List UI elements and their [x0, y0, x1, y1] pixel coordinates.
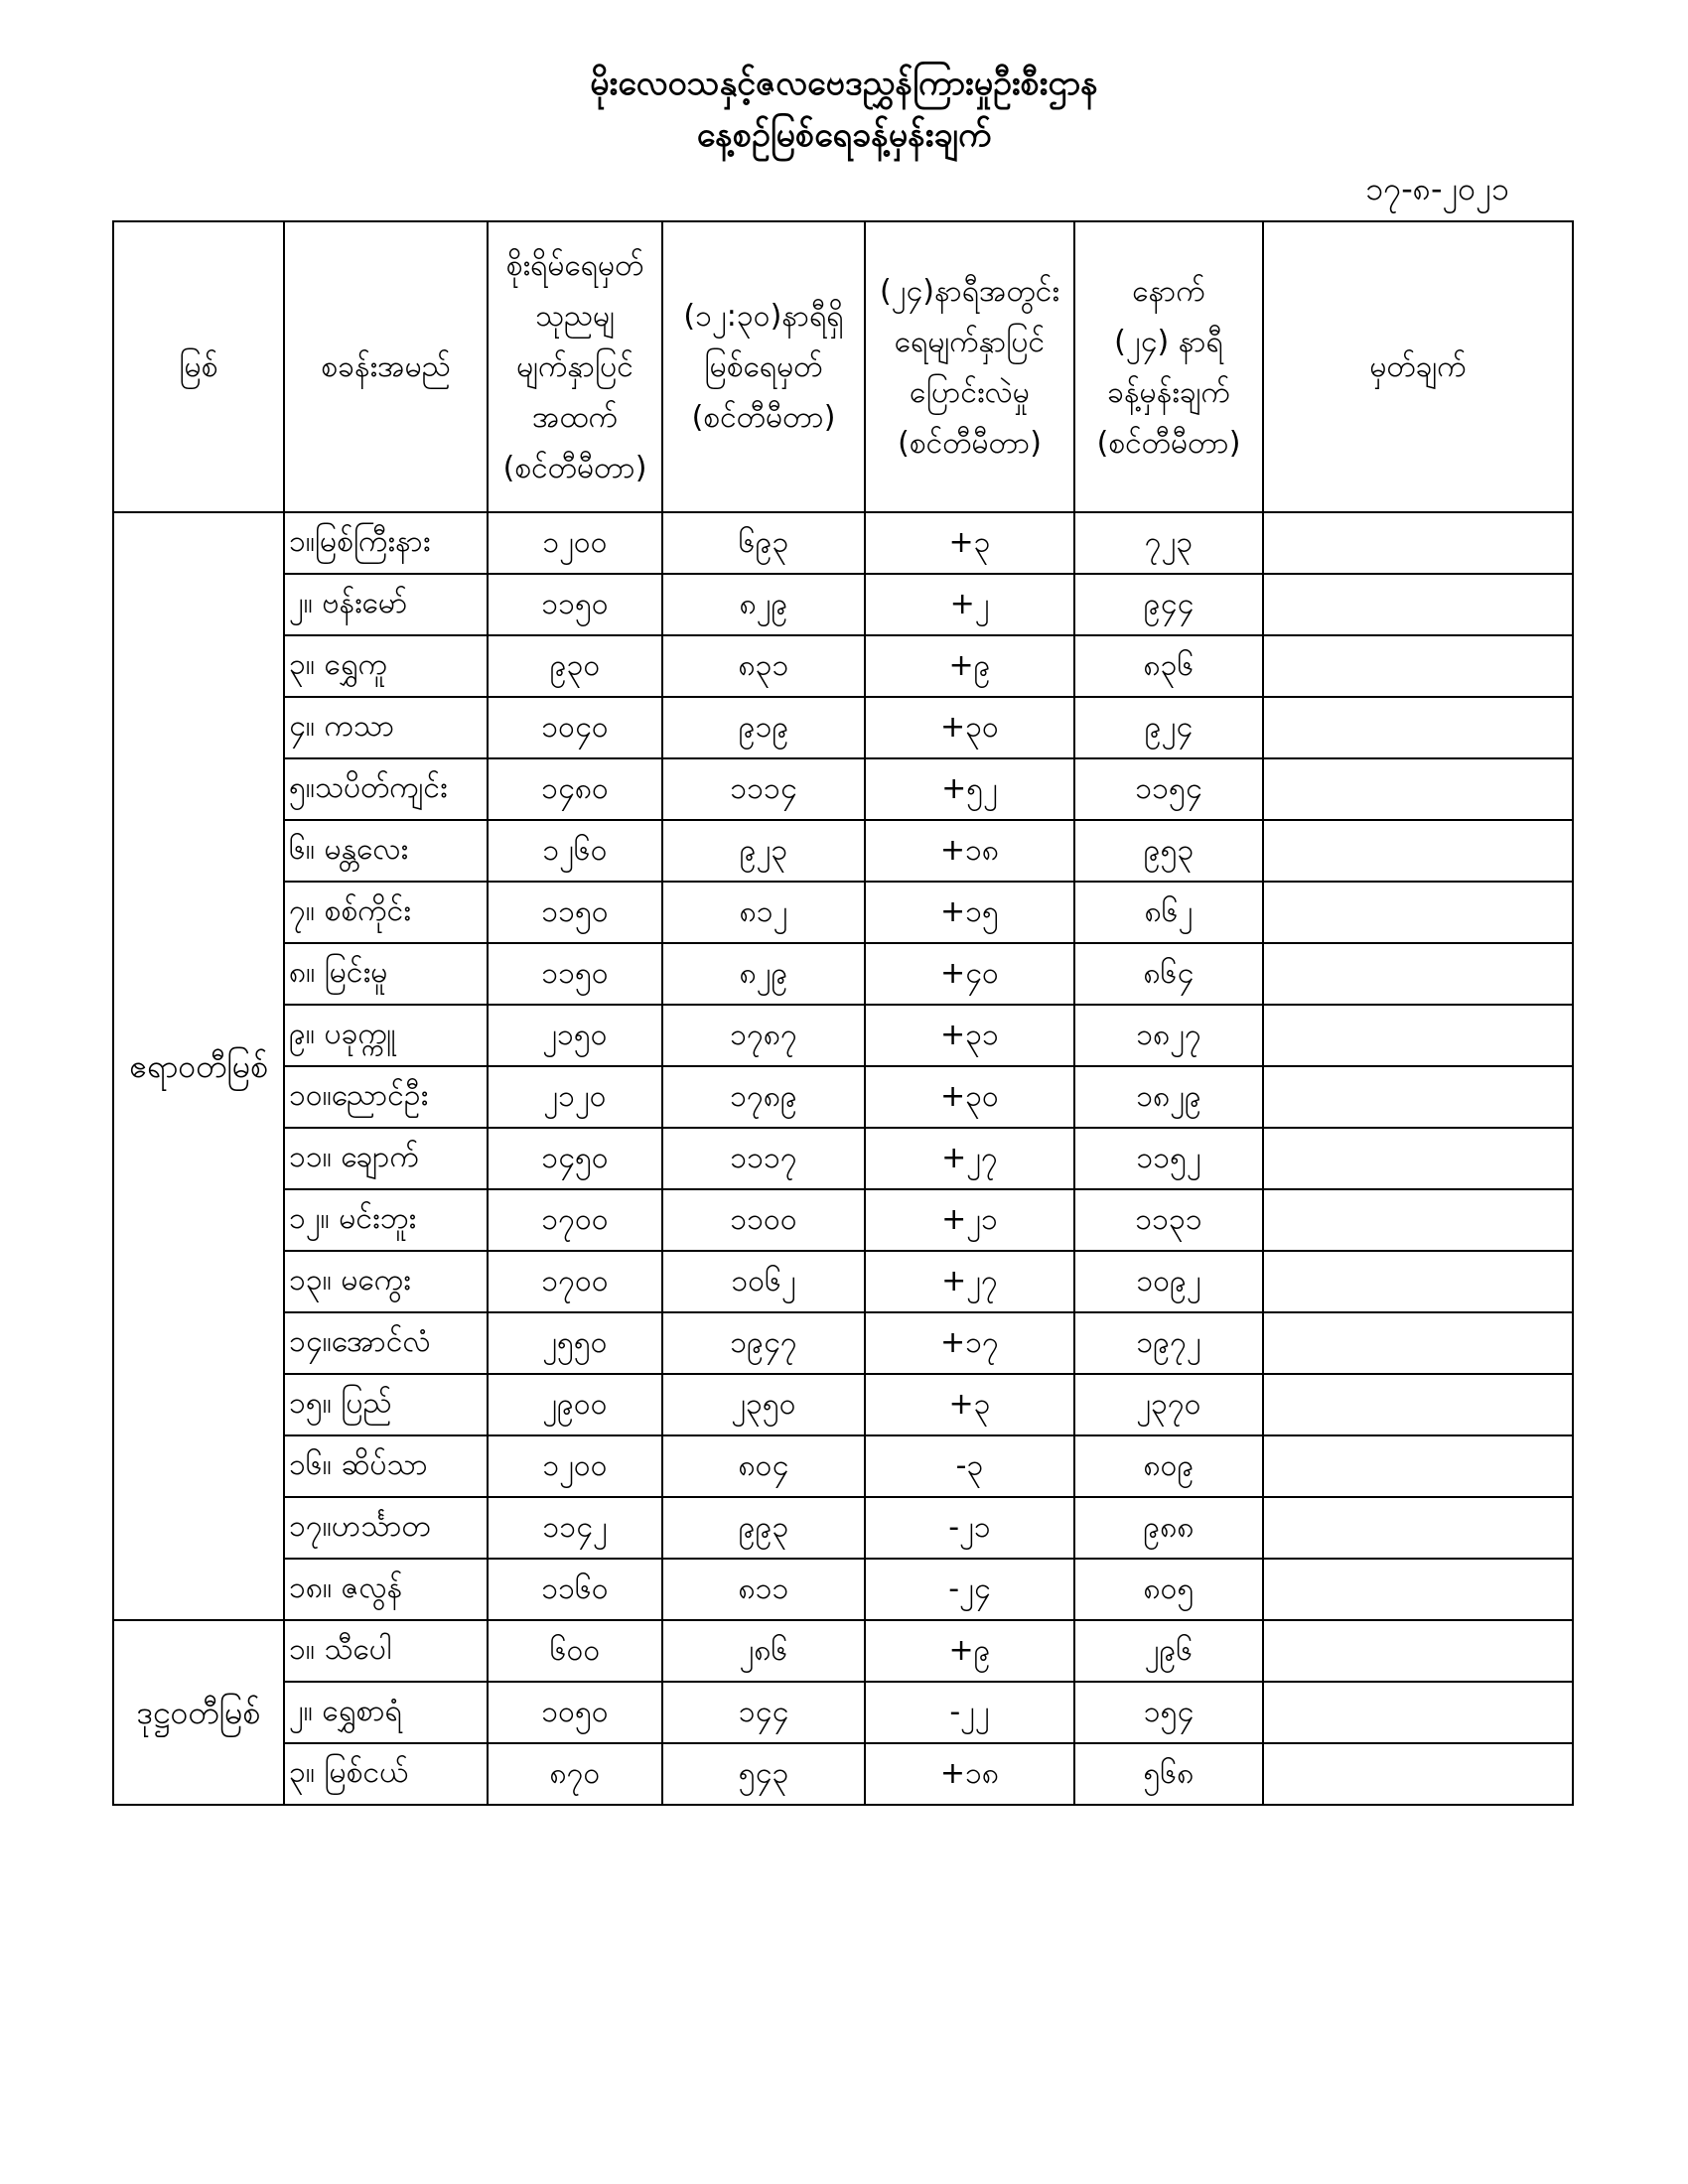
change-cell: +၁၇ — [865, 1312, 1074, 1374]
current-cell: ၈၃၁ — [662, 635, 865, 697]
change-cell: +၉ — [865, 635, 1074, 697]
change-cell: +၃၀ — [865, 697, 1074, 758]
header-river — [113, 221, 284, 512]
table-row — [113, 1128, 1573, 1189]
current-cell: ၉၂၃ — [662, 820, 865, 882]
header-station — [284, 221, 488, 512]
remarks-cell — [1263, 1312, 1573, 1374]
station-name-cell: ၁၂။ မင်းဘူး — [284, 1189, 488, 1251]
table-row — [113, 1066, 1573, 1128]
remarks-cell — [1263, 697, 1573, 758]
danger-cell: ၁၁၄၂ — [488, 1497, 662, 1559]
danger-cell: ၁၁၅၀ — [488, 943, 662, 1005]
forecast-cell: ၂၉၆ — [1074, 1620, 1263, 1682]
table-row — [113, 820, 1573, 882]
change-cell: +၂ — [865, 574, 1074, 635]
change-cell: +၄၀ — [865, 943, 1074, 1005]
table-row — [113, 1497, 1573, 1559]
remarks-cell — [1263, 1189, 1573, 1251]
forecast-cell: ၈၆၄ — [1074, 943, 1263, 1005]
forecast-cell: ၈၀၅ — [1074, 1559, 1263, 1620]
table-row — [113, 1189, 1573, 1251]
danger-cell: ၁၀၅၀ — [488, 1682, 662, 1743]
change-cell: +၃ — [865, 512, 1074, 574]
header-current-line: မြစ်ရေမှတ် — [704, 349, 823, 384]
danger-cell: ၉၃၀ — [488, 635, 662, 697]
forecast-cell: ၁၅၄ — [1074, 1682, 1263, 1743]
current-cell: ၁၀၆၂ — [662, 1251, 865, 1312]
change-cell: -၂၂ — [865, 1682, 1074, 1743]
table-row — [113, 1559, 1573, 1620]
change-cell: +၂၇ — [865, 1128, 1074, 1189]
remarks-cell — [1263, 1559, 1573, 1620]
danger-cell: ၁၁၆၀ — [488, 1559, 662, 1620]
table-row — [113, 1374, 1573, 1435]
river-name-cell: ဧရာဝတီမြစ် — [113, 512, 284, 1620]
table-row — [113, 1312, 1573, 1374]
table-row — [113, 1005, 1573, 1066]
document-subtitle: နေ့စဉ်မြစ်ရေခန့်မှန်းချက် — [696, 115, 992, 155]
table-row — [113, 1251, 1573, 1312]
report-date: ၁၇-၈-၂၀၂၁ — [1365, 170, 1509, 207]
river-forecast-table — [112, 220, 1574, 1806]
station-name-cell: ၃။ ရွှေကူ — [284, 635, 488, 697]
table-row — [113, 943, 1573, 1005]
remarks-cell — [1263, 1743, 1573, 1805]
forecast-cell: ၈၀၉ — [1074, 1435, 1263, 1497]
header-change-line: ရေမျက်နှာပြင် — [894, 324, 1046, 359]
station-name-cell: ၁၁။ ချောက် — [284, 1128, 488, 1189]
remarks-cell — [1263, 1066, 1573, 1128]
station-name-cell: ၁၈။ ဇလွန် — [284, 1559, 488, 1620]
forecast-cell: ၅၆၈ — [1074, 1743, 1263, 1805]
river-name-cell: ဒုဋ္ဌဝတီမြစ် — [113, 1620, 284, 1805]
header-forecast — [1074, 221, 1263, 512]
change-cell: +၅၂ — [865, 758, 1074, 820]
forecast-cell: ၁၁၃၁ — [1074, 1189, 1263, 1251]
station-name-cell: ၄။ ကသာ — [284, 697, 488, 758]
station-name-cell: ၁။မြစ်ကြီးနား — [284, 512, 488, 574]
change-cell: -၃ — [865, 1435, 1074, 1497]
station-name-cell: ၃။ မြစ်ငယ် — [284, 1743, 488, 1805]
forecast-cell: ၁၁၅၂ — [1074, 1128, 1263, 1189]
remarks-cell — [1263, 1497, 1573, 1559]
danger-cell: ၁၂၀၀ — [488, 512, 662, 574]
danger-cell: ၁၄၅၀ — [488, 1128, 662, 1189]
station-name-cell: ၁၆။ ဆိပ်သာ — [284, 1435, 488, 1497]
danger-cell: ၆၀၀ — [488, 1620, 662, 1682]
header-river-text: မြစ် — [179, 349, 218, 384]
danger-cell: ၁၄၈၀ — [488, 758, 662, 820]
remarks-cell — [1263, 1682, 1573, 1743]
danger-cell: ၂၁၅၀ — [488, 1005, 662, 1066]
header-change-line: (စင်တီမီတာ) — [898, 425, 1042, 461]
header-forecast-line: ခန့်မှန်းချက် — [1107, 374, 1230, 410]
remarks-cell — [1263, 943, 1573, 1005]
table-row — [113, 1743, 1573, 1805]
header-change-line: (၂၄)နာရီအတွင်း — [879, 273, 1060, 309]
table-body — [113, 221, 1573, 1805]
current-cell: ၈၀၄ — [662, 1435, 865, 1497]
forecast-cell: ၁၈၂၉ — [1074, 1066, 1263, 1128]
danger-cell: ၁၁၅၀ — [488, 882, 662, 943]
forecast-cell: ၈၃၆ — [1074, 635, 1263, 697]
table-row — [113, 1435, 1573, 1497]
station-name-cell: ၁။ သီပေါ — [284, 1620, 488, 1682]
forecast-cell: ၉၂၄ — [1074, 697, 1263, 758]
change-cell: +၉ — [865, 1620, 1074, 1682]
danger-cell: ၂၁၂၀ — [488, 1066, 662, 1128]
remarks-cell — [1263, 1374, 1573, 1435]
current-cell: ၁၁၁၇ — [662, 1128, 865, 1189]
remarks-cell — [1263, 635, 1573, 697]
danger-cell: ၈၇၀ — [488, 1743, 662, 1805]
current-cell: ၂၈၆ — [662, 1620, 865, 1682]
remarks-cell — [1263, 758, 1573, 820]
current-cell: ၁၁၁၄ — [662, 758, 865, 820]
header-current-line: (စင်တီမီတာ) — [691, 400, 836, 435]
remarks-cell — [1263, 820, 1573, 882]
remarks-cell — [1263, 1435, 1573, 1497]
table-row — [113, 697, 1573, 758]
station-name-cell: ၇။ စစ်ကိုင်း — [284, 882, 488, 943]
current-cell: ၉၉၃ — [662, 1497, 865, 1559]
remarks-cell — [1263, 512, 1573, 574]
station-name-cell: ၂။ ဗန်းမော် — [284, 574, 488, 635]
station-name-cell: ၁၃။ မကွေး — [284, 1251, 488, 1312]
change-cell: +၁၈ — [865, 1743, 1074, 1805]
current-cell: ၈၁၂ — [662, 882, 865, 943]
station-name-cell: ၆။ မန္တလေး — [284, 820, 488, 882]
header-danger-line: အထက် — [532, 400, 618, 435]
change-cell: +၃ — [865, 1374, 1074, 1435]
header-current-level — [662, 221, 865, 512]
current-cell: ၁၄၄ — [662, 1682, 865, 1743]
station-name-cell: ၁၇။ဟင်္သာတ — [284, 1497, 488, 1559]
header-current-line: (၁၂:၃၀)နာရီရှိ — [683, 299, 844, 334]
header-change-line: ပြောင်းလဲမှု — [910, 374, 1030, 410]
station-name-cell: ၁၄။အောင်လံ — [284, 1312, 488, 1374]
current-cell: ၈၂၉ — [662, 574, 865, 635]
remarks-cell — [1263, 574, 1573, 635]
header-change — [865, 221, 1074, 512]
table-row — [113, 635, 1573, 697]
table-row — [113, 512, 1573, 574]
forecast-cell: ၇၂၃ — [1074, 512, 1263, 574]
current-cell: ၁၉၄၇ — [662, 1312, 865, 1374]
table-header-row — [113, 221, 1573, 512]
current-cell: ၈၁၁ — [662, 1559, 865, 1620]
station-name-cell: ၅။သပိတ်ကျင်း — [284, 758, 488, 820]
danger-cell: ၁၁၅၀ — [488, 574, 662, 635]
header-danger-level — [488, 221, 662, 512]
forecast-cell: ၉၄၄ — [1074, 574, 1263, 635]
station-name-cell: ၁၅။ ပြည် — [284, 1374, 488, 1435]
change-cell: +၁၅ — [865, 882, 1074, 943]
remarks-cell — [1263, 1128, 1573, 1189]
current-cell: ၁၇၈၉ — [662, 1066, 865, 1128]
table-row — [113, 574, 1573, 635]
current-cell: ၉၁၉ — [662, 697, 865, 758]
current-cell: ၁၇၈၇ — [662, 1005, 865, 1066]
danger-cell: ၂၉၀၀ — [488, 1374, 662, 1435]
danger-cell: ၁၇၀၀ — [488, 1251, 662, 1312]
forecast-cell: ၁၉၇၂ — [1074, 1312, 1263, 1374]
change-cell: +၂၁ — [865, 1189, 1074, 1251]
change-cell: -၂၁ — [865, 1497, 1074, 1559]
danger-cell: ၁၂၀၀ — [488, 1435, 662, 1497]
table-row — [113, 1682, 1573, 1743]
header-danger-line: (စင်တီမီတာ) — [502, 451, 647, 485]
header-danger-line: စိုးရိမ်ရေမှတ် — [505, 248, 644, 283]
header-remarks-text: မှတ်ချက် — [1369, 349, 1467, 384]
danger-cell: ၂၅၅၀ — [488, 1312, 662, 1374]
danger-cell: ၁၇၀၀ — [488, 1189, 662, 1251]
station-name-cell: ၉။ ပခုက္ကူ — [284, 1005, 488, 1066]
forecast-cell: ၁၁၅၄ — [1074, 758, 1263, 820]
change-cell: +၂၇ — [865, 1251, 1074, 1312]
header-forecast-line: (စင်တီမီတာ) — [1096, 425, 1241, 461]
forecast-cell: ၁၈၂၇ — [1074, 1005, 1263, 1066]
remarks-cell — [1263, 882, 1573, 943]
document-title: မိုးလေဝသနှင့်ဇလဗေဒညွှန်ကြားမှုဦးစီးဌာန — [590, 64, 1098, 103]
change-cell: -၂၄ — [865, 1559, 1074, 1620]
table-row — [113, 1620, 1573, 1682]
forecast-cell: ၁၀၉၂ — [1074, 1251, 1263, 1312]
current-cell: ၅၄၃ — [662, 1743, 865, 1805]
forecast-cell: ၉၈၈ — [1074, 1497, 1263, 1559]
remarks-cell — [1263, 1251, 1573, 1312]
remarks-cell — [1263, 1620, 1573, 1682]
table-row — [113, 882, 1573, 943]
forecast-cell: ၈၆၂ — [1074, 882, 1263, 943]
change-cell: +၁၈ — [865, 820, 1074, 882]
header-station-text: စခန်းအမည် — [321, 349, 451, 384]
danger-cell: ၁၀၄၀ — [488, 697, 662, 758]
header-danger-line: သုညမျ — [535, 299, 615, 334]
header-forecast-line: (၂၄) နာရီ — [1114, 324, 1223, 359]
station-name-cell: ၁၀။ညောင်ဦး — [284, 1066, 488, 1128]
header-forecast-line: နောက် — [1132, 273, 1205, 309]
station-name-cell: ၈။ မြင်းမူ — [284, 943, 488, 1005]
station-name-cell: ၂။ ရွှေစာရံ — [284, 1682, 488, 1743]
change-cell: +၃၀ — [865, 1066, 1074, 1128]
table-row — [113, 758, 1573, 820]
change-cell: +၃၁ — [865, 1005, 1074, 1066]
current-cell: ၈၂၉ — [662, 943, 865, 1005]
current-cell: ၁၁၀၀ — [662, 1189, 865, 1251]
forecast-cell: ၉၅၃ — [1074, 820, 1263, 882]
remarks-cell — [1263, 1005, 1573, 1066]
current-cell: ၂၃၅၀ — [662, 1374, 865, 1435]
current-cell: ၆၉၃ — [662, 512, 865, 574]
header-danger-line: မျက်နှာပြင် — [516, 349, 633, 384]
forecast-cell: ၂၃၇၀ — [1074, 1374, 1263, 1435]
header-remarks — [1263, 221, 1573, 512]
danger-cell: ၁၂၆၀ — [488, 820, 662, 882]
